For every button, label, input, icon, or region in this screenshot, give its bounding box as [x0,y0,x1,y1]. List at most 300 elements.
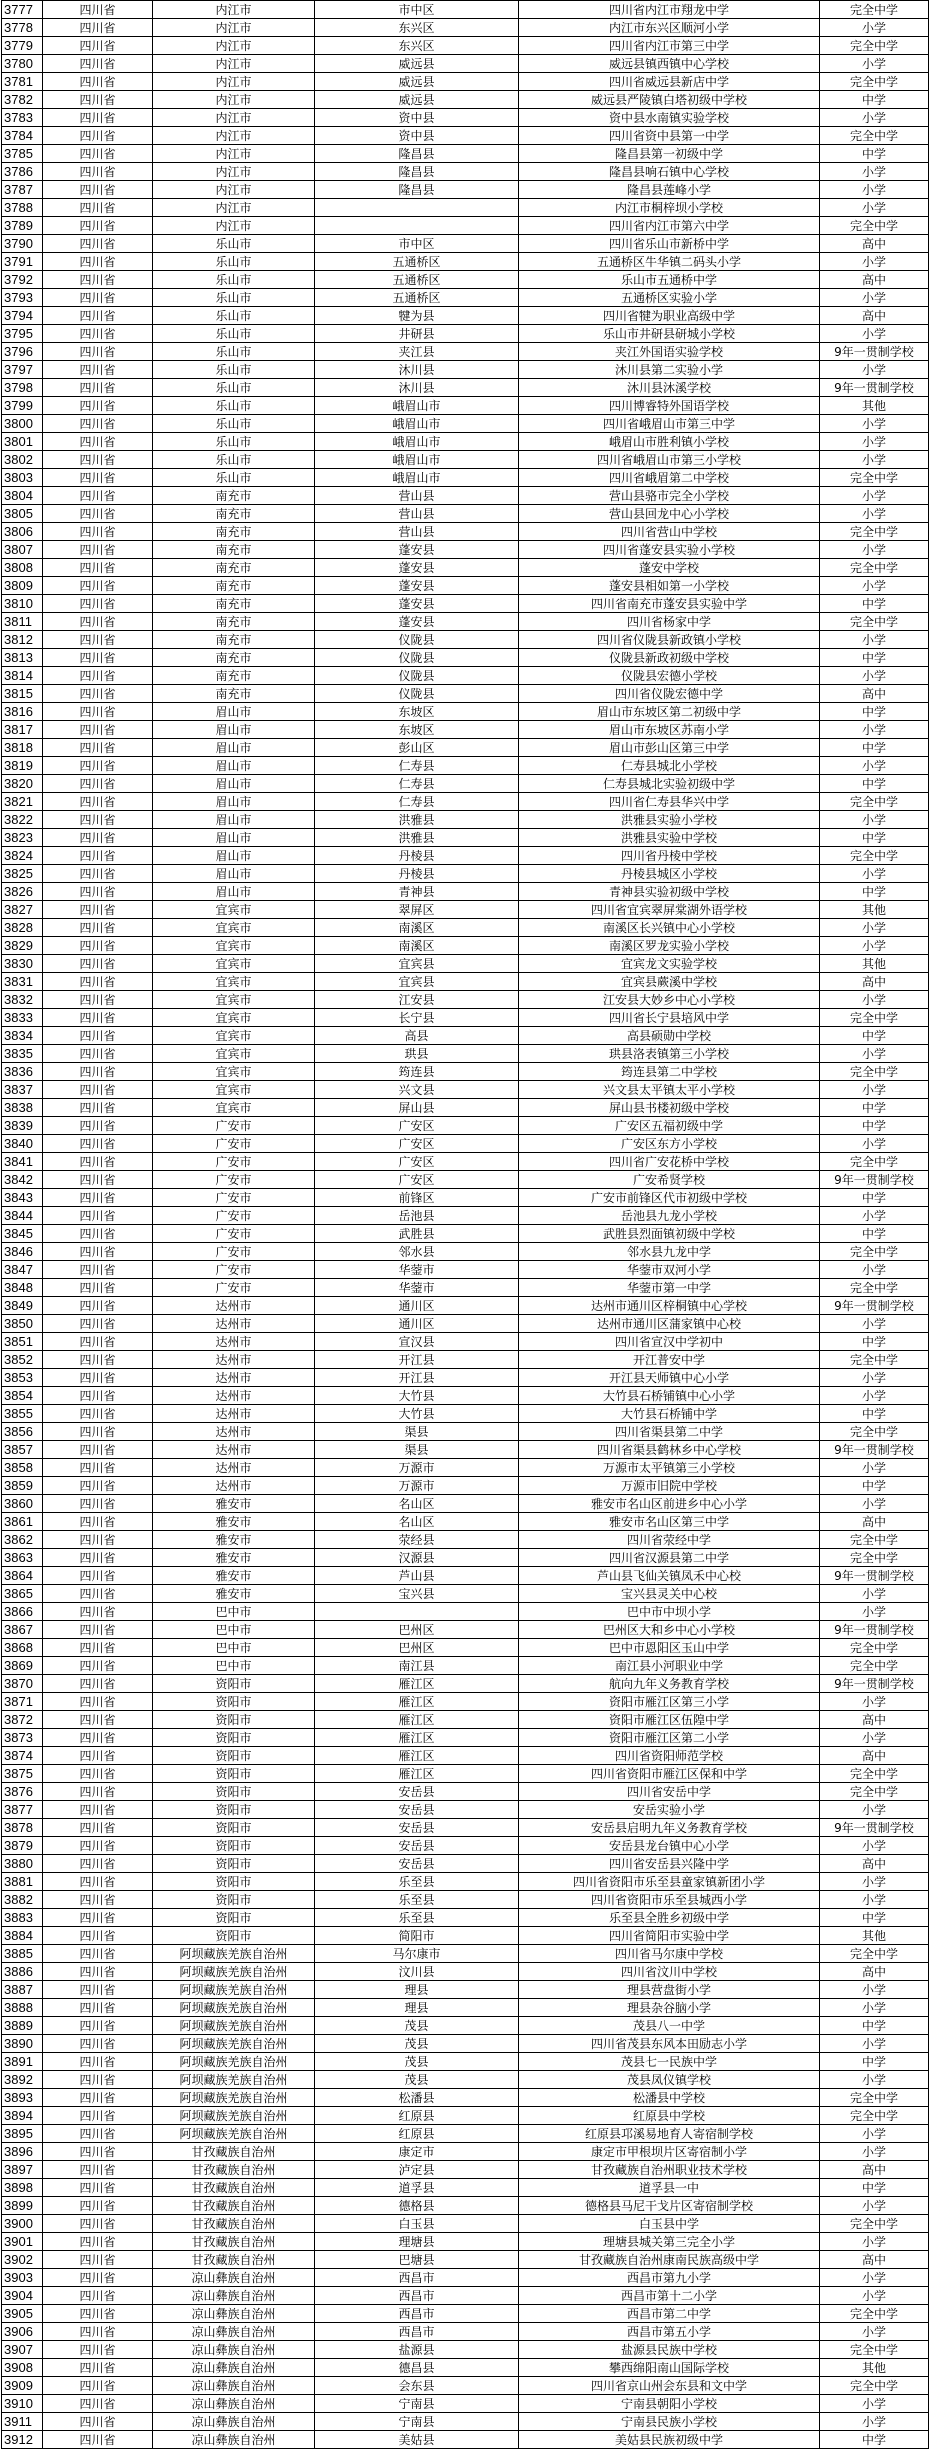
city-cell: 阿坝藏族羌族自治州 [153,1981,315,1999]
table-row [2,2215,929,2233]
city-cell: 南充市 [153,487,315,505]
city-cell: 宜宾市 [153,991,315,1009]
row-id-cell: 3895 [2,2125,43,2143]
table-row [2,2251,929,2269]
row-id-cell: 3840 [2,1135,43,1153]
table-row [2,2377,929,2395]
school-name-cell: 四川省渠县第二中学 [519,1423,820,1441]
row-id-cell: 3852 [2,1351,43,1369]
city-cell: 阿坝藏族羌族自治州 [153,1945,315,1963]
province-cell: 四川省 [43,2107,153,2125]
province-cell: 四川省 [43,577,153,595]
county-cell: 白玉县 [315,2215,519,2233]
province-cell: 四川省 [43,1837,153,1855]
table-row [2,289,929,307]
row-id-cell: 3810 [2,595,43,613]
county-cell: 茂县 [315,2053,519,2071]
province-cell: 四川省 [43,1891,153,1909]
county-cell: 开江县 [315,1351,519,1369]
row-id-cell: 3803 [2,469,43,487]
row-id-cell: 3811 [2,613,43,631]
county-cell: 芦山县 [315,1567,519,1585]
county-cell: 西昌市 [315,2305,519,2323]
province-cell: 四川省 [43,1387,153,1405]
school-name-cell: 理塘县城关第三完全小学 [519,2233,820,2251]
row-id-cell: 3789 [2,217,43,235]
row-id-cell: 3865 [2,1585,43,1603]
school-name-cell: 茂县七一民族中学 [519,2053,820,2071]
county-cell: 蓬安县 [315,595,519,613]
row-id-cell: 3792 [2,271,43,289]
county-cell [315,217,519,235]
county-cell: 泸定县 [315,2161,519,2179]
county-cell: 邻水县 [315,1243,519,1261]
county-cell: 东坡区 [315,703,519,721]
row-id-cell: 3844 [2,1207,43,1225]
table-row [2,1297,929,1315]
school-name-cell: 攀西绵阳南山国际学校 [519,2359,820,2377]
city-cell: 凉山彝族自治州 [153,2431,315,2449]
school-name-cell: 洪雅县实验小学校 [519,811,820,829]
province-cell: 四川省 [43,271,153,289]
city-cell: 南充市 [153,595,315,613]
county-cell: 大竹县 [315,1405,519,1423]
county-cell: 西昌市 [315,2287,519,2305]
row-id-cell: 3800 [2,415,43,433]
school-type-cell: 完全中学 [820,127,929,145]
row-id-cell: 3785 [2,145,43,163]
city-cell: 资阳市 [153,1747,315,1765]
school-type-cell: 小学 [820,667,929,685]
province-cell: 四川省 [43,2125,153,2143]
row-id-cell: 3907 [2,2341,43,2359]
table-row [2,1927,929,1945]
school-type-cell: 完全中学 [820,2215,929,2233]
table-row [2,1747,929,1765]
city-cell: 凉山彝族自治州 [153,2395,315,2413]
county-cell: 宜宾县 [315,973,519,991]
county-cell: 渠县 [315,1423,519,1441]
row-id-cell: 3780 [2,55,43,73]
county-cell: 峨眉山市 [315,433,519,451]
table-row [2,271,929,289]
school-name-cell: 四川省茂县东风本田励志小学 [519,2035,820,2053]
table-row [2,145,929,163]
city-cell: 眉山市 [153,829,315,847]
province-cell: 四川省 [43,1657,153,1675]
table-row [2,1027,929,1045]
row-id-cell: 3863 [2,1549,43,1567]
city-cell: 乐山市 [153,469,315,487]
city-cell: 眉山市 [153,865,315,883]
row-id-cell: 3868 [2,1639,43,1657]
city-cell: 资阳市 [153,1675,315,1693]
county-cell: 仁寿县 [315,775,519,793]
school-type-cell: 小学 [820,1387,929,1405]
city-cell: 雅安市 [153,1495,315,1513]
county-cell: 威远县 [315,91,519,109]
row-id-cell: 3884 [2,1927,43,1945]
table-row [2,379,929,397]
province-cell: 四川省 [43,829,153,847]
school-type-cell: 中学 [820,775,929,793]
table-row [2,1873,929,1891]
table-row [2,883,929,901]
school-name-cell: 邻水县九龙中学 [519,1243,820,1261]
county-cell: 巴塘县 [315,2251,519,2269]
school-type-cell: 完全中学 [820,1063,929,1081]
county-cell: 南江县 [315,1657,519,1675]
school-type-cell: 完全中学 [820,2341,929,2359]
county-cell: 东坡区 [315,721,519,739]
school-name-cell: 青神县实验初级中学校 [519,883,820,901]
city-cell: 南充市 [153,613,315,631]
row-id-cell: 3889 [2,2017,43,2035]
school-name-cell: 乐山市井研县研城小学校 [519,325,820,343]
row-id-cell: 3838 [2,1099,43,1117]
school-type-cell: 小学 [820,1693,929,1711]
school-name-cell: 资阳市雁江区第三小学 [519,1693,820,1711]
row-id-cell: 3808 [2,559,43,577]
school-type-cell: 高中 [820,1747,929,1765]
school-type-cell: 高中 [820,271,929,289]
province-cell: 四川省 [43,2251,153,2269]
province-cell: 四川省 [43,2287,153,2305]
school-name-cell: 雅安市名山区前进乡中心小学 [519,1495,820,1513]
city-cell: 凉山彝族自治州 [153,2359,315,2377]
school-name-cell: 西昌市第十二小学 [519,2287,820,2305]
school-type-cell: 小学 [820,865,929,883]
province-cell: 四川省 [43,1477,153,1495]
table-row [2,829,929,847]
province-cell: 四川省 [43,1225,153,1243]
county-cell: 华蓥市 [315,1261,519,1279]
school-type-cell: 小学 [820,1261,929,1279]
school-name-cell: 四川省渠县鹤林乡中心学校 [519,1441,820,1459]
county-cell: 峨眉山市 [315,469,519,487]
school-type-cell: 中学 [820,703,929,721]
school-name-cell: 四川省长宁县培风中学 [519,1009,820,1027]
county-cell: 安岳县 [315,1783,519,1801]
table-row [2,1495,929,1513]
school-type-cell: 9年一贯制学校 [820,343,929,361]
county-cell: 广安区 [315,1117,519,1135]
city-cell: 宜宾市 [153,973,315,991]
county-cell: 渠县 [315,1441,519,1459]
province-cell: 四川省 [43,865,153,883]
school-name-cell: 宁南县朝阳小学校 [519,2395,820,2413]
table-row [2,577,929,595]
province-cell: 四川省 [43,1459,153,1477]
school-type-cell: 高中 [820,685,929,703]
table-row [2,1819,929,1837]
school-name-cell: 广安希贤学校 [519,1171,820,1189]
city-cell: 乐山市 [153,343,315,361]
school-name-cell: 资中县水南镇实验学校 [519,109,820,127]
province-cell: 四川省 [43,2161,153,2179]
school-type-cell: 小学 [820,577,929,595]
province-cell: 四川省 [43,1495,153,1513]
province-cell: 四川省 [43,649,153,667]
table-row [2,1801,929,1819]
school-type-cell: 小学 [820,937,929,955]
county-cell: 犍为县 [315,307,519,325]
county-cell: 广安区 [315,1153,519,1171]
table-row [2,19,929,37]
city-cell: 南充市 [153,505,315,523]
school-name-cell: 蓬安县相如第一小学校 [519,577,820,595]
school-type-cell: 完全中学 [820,1351,929,1369]
county-cell [315,1603,519,1621]
row-id-cell: 3843 [2,1189,43,1207]
table-row [2,1945,929,1963]
city-cell: 内江市 [153,163,315,181]
province-cell: 四川省 [43,469,153,487]
city-cell: 广安市 [153,1279,315,1297]
province-cell: 四川省 [43,2017,153,2035]
county-cell: 名山区 [315,1495,519,1513]
table-row [2,505,929,523]
county-cell: 营山县 [315,523,519,541]
province-cell: 四川省 [43,1855,153,1873]
province-cell: 四川省 [43,1693,153,1711]
table-row [2,325,929,343]
city-cell: 眉山市 [153,721,315,739]
school-name-cell: 四川省内江市第六中学 [519,217,820,235]
school-name-cell: 夹江外国语实验学校 [519,343,820,361]
province-cell: 四川省 [43,595,153,613]
row-id-cell: 3847 [2,1261,43,1279]
row-id-cell: 3876 [2,1783,43,1801]
school-type-cell: 中学 [820,145,929,163]
school-name-cell: 仪陇县新政初级中学校 [519,649,820,667]
row-id-cell: 3855 [2,1405,43,1423]
row-id-cell: 3834 [2,1027,43,1045]
table-row [2,361,929,379]
school-name-cell: 四川省资阳市乐至县城西小学 [519,1891,820,1909]
table-row [2,451,929,469]
school-type-cell: 9年一贯制学校 [820,1675,929,1693]
table-row [2,199,929,217]
province-cell: 四川省 [43,811,153,829]
table-row [2,865,929,883]
school-name-cell: 丹棱县城区小学校 [519,865,820,883]
row-id-cell: 3815 [2,685,43,703]
county-cell: 宁南县 [315,2395,519,2413]
city-cell: 阿坝藏族羌族自治州 [153,1999,315,2017]
school-name-cell: 沐川县沐溪学校 [519,379,820,397]
province-cell: 四川省 [43,1801,153,1819]
province-cell: 四川省 [43,2089,153,2107]
school-name-cell: 四川省汉源县第二中学 [519,1549,820,1567]
row-id-cell: 3784 [2,127,43,145]
school-name-cell: 万源市太平镇第三小学校 [519,1459,820,1477]
province-cell: 四川省 [43,397,153,415]
province-cell: 四川省 [43,919,153,937]
school-name-cell: 宜宾县蕨溪中学校 [519,973,820,991]
school-name-cell: 隆昌县莲峰小学 [519,181,820,199]
county-cell: 德昌县 [315,2359,519,2377]
school-type-cell: 中学 [820,1225,929,1243]
school-type-cell: 小学 [820,541,929,559]
city-cell: 达州市 [153,1333,315,1351]
school-name-cell: 峨眉山市胜利镇小学校 [519,433,820,451]
province-cell: 四川省 [43,1135,153,1153]
row-id-cell: 3794 [2,307,43,325]
city-cell: 南充市 [153,685,315,703]
table-row [2,1153,929,1171]
county-cell: 岳池县 [315,1207,519,1225]
city-cell: 眉山市 [153,703,315,721]
row-id-cell: 3813 [2,649,43,667]
row-id-cell: 3894 [2,2107,43,2125]
city-cell: 凉山彝族自治州 [153,2287,315,2305]
table-row [2,1837,929,1855]
row-id-cell: 3891 [2,2053,43,2071]
province-cell: 四川省 [43,505,153,523]
city-cell: 资阳市 [153,1693,315,1711]
county-cell: 名山区 [315,1513,519,1531]
row-id-cell: 3778 [2,19,43,37]
school-type-cell: 9年一贯制学校 [820,1171,929,1189]
province-cell: 四川省 [43,1369,153,1387]
school-name-cell: 西昌市第九小学 [519,2269,820,2287]
row-id-cell: 3878 [2,1819,43,1837]
city-cell: 眉山市 [153,883,315,901]
table-row [2,1477,929,1495]
county-cell: 荥经县 [315,1531,519,1549]
school-name-cell: 五通桥区实验小学 [519,289,820,307]
school-type-cell: 完全中学 [820,847,929,865]
city-cell: 内江市 [153,19,315,37]
county-cell: 武胜县 [315,1225,519,1243]
school-name-cell: 高县硕勋中学校 [519,1027,820,1045]
county-cell: 仪陇县 [315,685,519,703]
school-name-cell: 开江县天师镇中心小学 [519,1369,820,1387]
table-row [2,541,929,559]
county-cell: 乐至县 [315,1891,519,1909]
school-type-cell: 完全中学 [820,1657,929,1675]
city-cell: 甘孜藏族自治州 [153,2179,315,2197]
city-cell: 凉山彝族自治州 [153,2323,315,2341]
school-type-cell: 小学 [820,325,929,343]
school-type-cell: 小学 [820,919,929,937]
county-cell: 资中县 [315,109,519,127]
school-type-cell: 中学 [820,2179,929,2197]
school-name-cell: 康定市甲根坝片区寄宿制小学 [519,2143,820,2161]
city-cell: 内江市 [153,109,315,127]
province-cell: 四川省 [43,2197,153,2215]
row-id-cell: 3793 [2,289,43,307]
school-name-cell: 四川省资阳师范学校 [519,1747,820,1765]
province-cell: 四川省 [43,1909,153,1927]
school-type-cell: 中学 [820,1333,929,1351]
county-cell: 安岳县 [315,1855,519,1873]
province-cell: 四川省 [43,361,153,379]
province-cell: 四川省 [43,451,153,469]
row-id-cell: 3819 [2,757,43,775]
city-cell: 眉山市 [153,793,315,811]
table-row [2,937,929,955]
row-id-cell: 3900 [2,2215,43,2233]
table-row [2,1459,929,1477]
province-cell: 四川省 [43,2233,153,2251]
province-cell: 四川省 [43,91,153,109]
school-name-cell: 营山县回龙中心小学校 [519,505,820,523]
province-cell: 四川省 [43,163,153,181]
row-id-cell: 3873 [2,1729,43,1747]
table-row [2,343,929,361]
province-cell: 四川省 [43,793,153,811]
school-type-cell: 小学 [820,2287,929,2305]
table-body [2,1,929,2449]
county-cell: 简阳市 [315,1927,519,1945]
city-cell: 乐山市 [153,415,315,433]
table-row [2,1,929,19]
table-row [2,1675,929,1693]
school-type-cell: 完全中学 [820,469,929,487]
province-cell: 四川省 [43,2359,153,2377]
province-cell: 四川省 [43,1585,153,1603]
city-cell: 宜宾市 [153,1081,315,1099]
school-type-cell: 小学 [820,757,929,775]
school-name-cell: 岳池县九龙小学校 [519,1207,820,1225]
row-id-cell: 3841 [2,1153,43,1171]
province-cell: 四川省 [43,1531,153,1549]
county-cell: 营山县 [315,487,519,505]
school-name-cell: 四川省仁寿县华兴中学 [519,793,820,811]
province-cell: 四川省 [43,1081,153,1099]
school-name-cell: 西昌市第五小学 [519,2323,820,2341]
city-cell: 宜宾市 [153,1099,315,1117]
table-row [2,523,929,541]
county-cell: 江安县 [315,991,519,1009]
table-row [2,1081,929,1099]
table-row [2,721,929,739]
city-cell: 阿坝藏族羌族自治州 [153,2071,315,2089]
city-cell: 资阳市 [153,1855,315,1873]
table-row [2,649,929,667]
county-cell: 雁江区 [315,1747,519,1765]
row-id-cell: 3879 [2,1837,43,1855]
city-cell: 乐山市 [153,325,315,343]
county-cell: 茂县 [315,2017,519,2035]
school-type-cell: 小学 [820,2071,929,2089]
row-id-cell: 3783 [2,109,43,127]
city-cell: 乐山市 [153,379,315,397]
province-cell: 四川省 [43,523,153,541]
table-row [2,307,929,325]
county-cell: 蓬安县 [315,577,519,595]
school-type-cell: 小学 [820,361,929,379]
row-id-cell: 3885 [2,1945,43,1963]
school-type-cell: 其他 [820,901,929,919]
province-cell: 四川省 [43,1783,153,1801]
row-id-cell: 3902 [2,2251,43,2269]
county-cell: 雁江区 [315,1711,519,1729]
county-cell: 雁江区 [315,1693,519,1711]
table-row [2,2071,929,2089]
table-row [2,37,929,55]
province-cell: 四川省 [43,1621,153,1639]
row-id-cell: 3825 [2,865,43,883]
county-cell: 东兴区 [315,19,519,37]
city-cell: 凉山彝族自治州 [153,2341,315,2359]
row-id-cell: 3799 [2,397,43,415]
table-row [2,1135,929,1153]
city-cell: 阿坝藏族羌族自治州 [153,2017,315,2035]
city-cell: 乐山市 [153,253,315,271]
